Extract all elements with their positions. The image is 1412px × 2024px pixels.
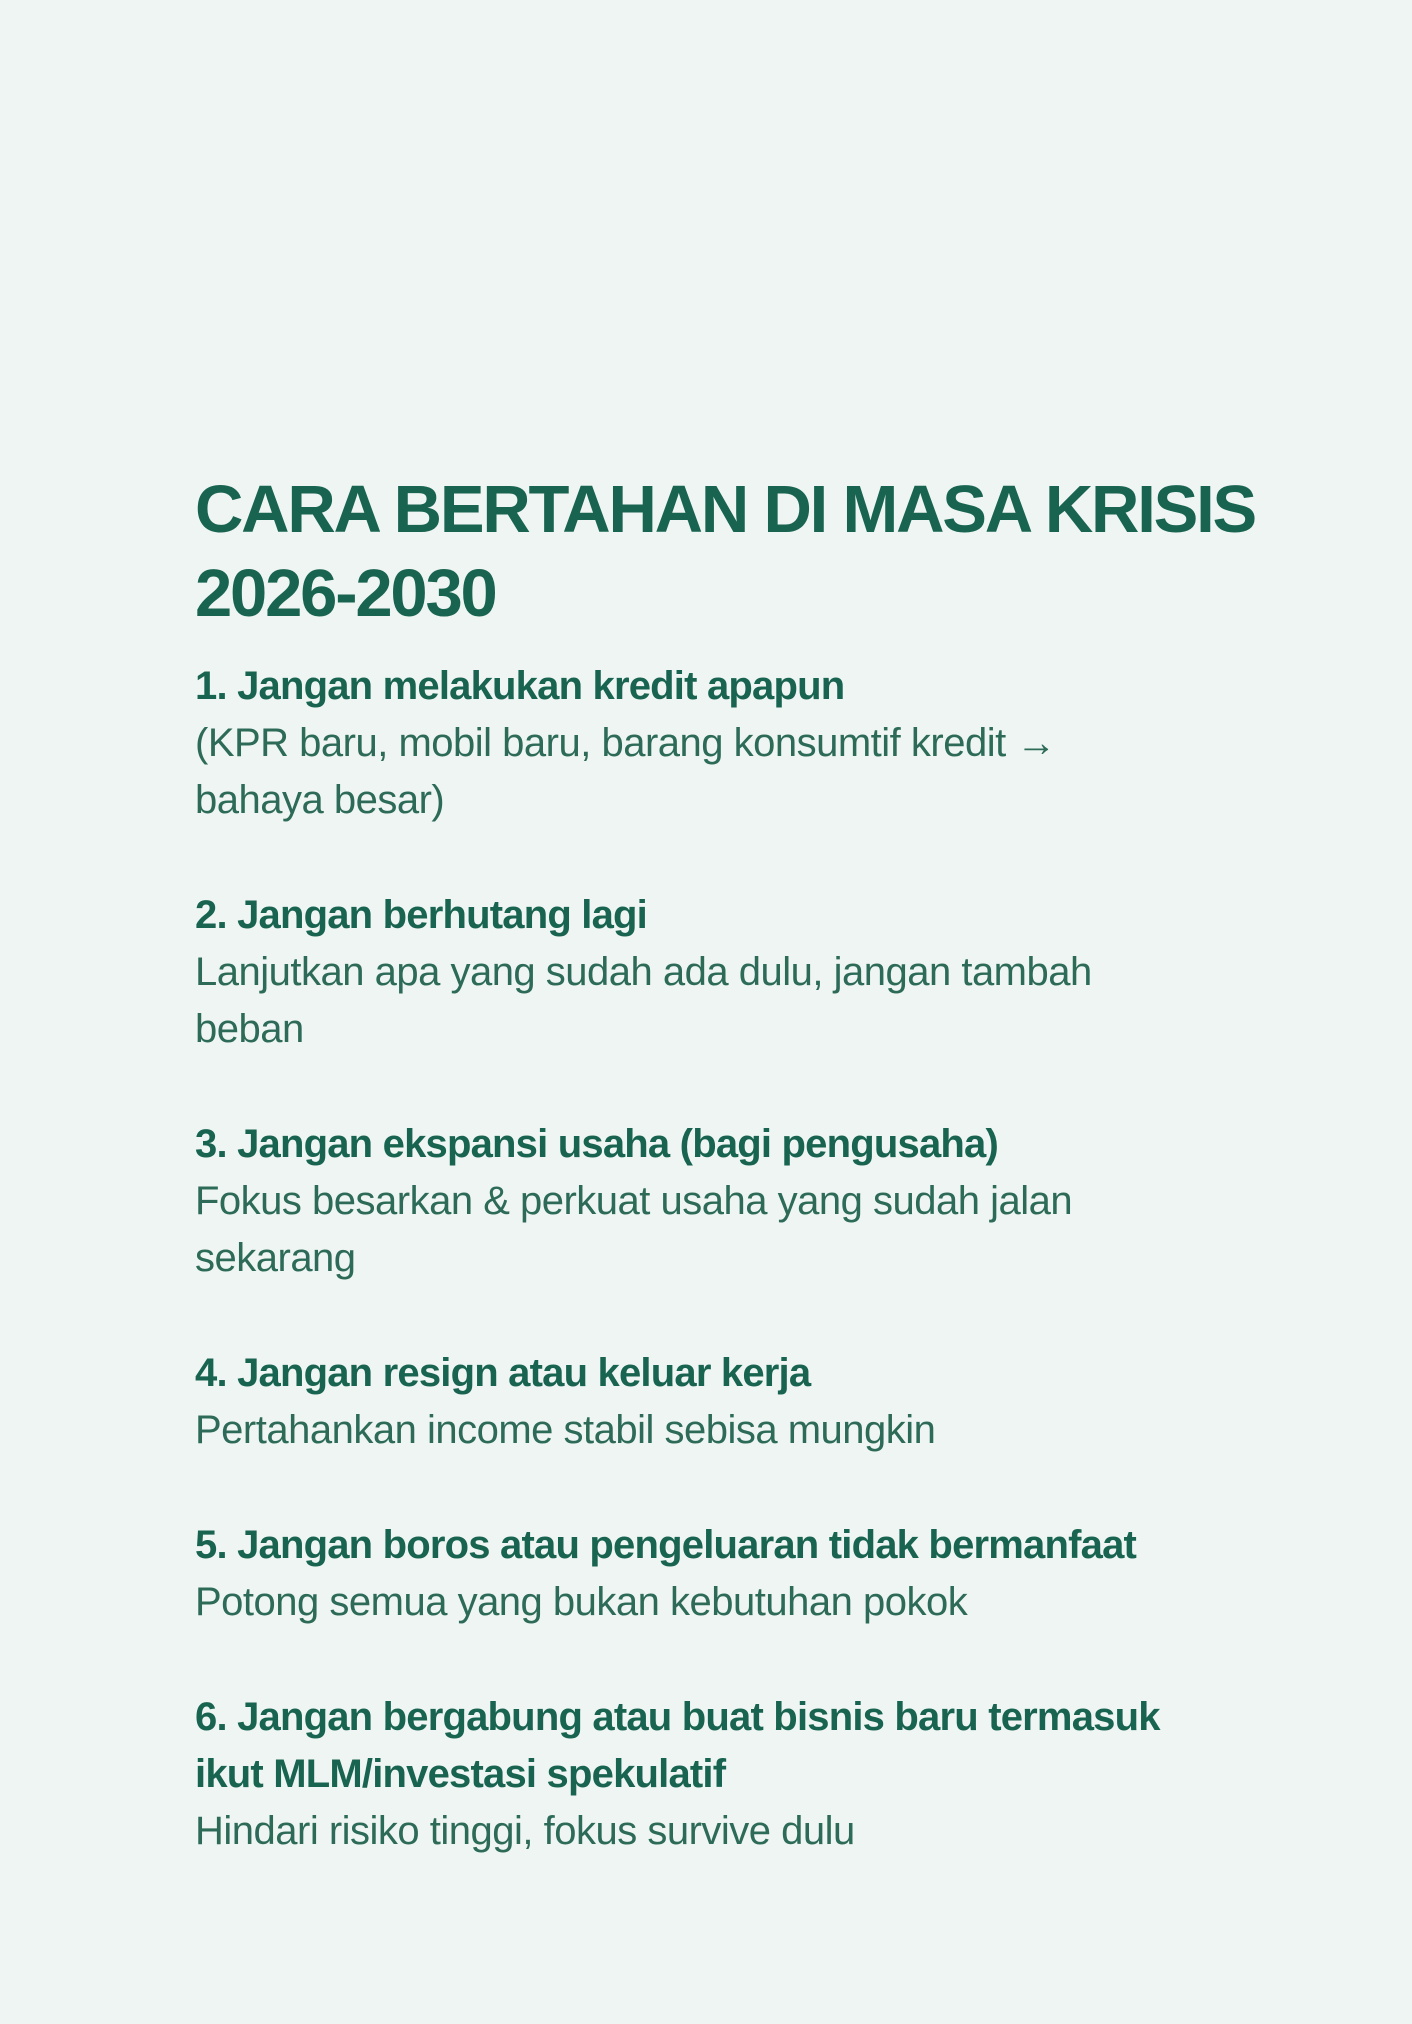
tip-item-1 [195,658,1325,829]
tip-detail-2 [195,944,1325,1058]
page-title [195,468,1325,636]
tip-detail-6: Hindari risiko tinggi, fokus survive dulu [195,1809,855,1853]
tip-heading-3: 3. Jangan ekspansi usaha (bagi pengusaha) [195,1122,999,1166]
title-line-1: CARA BERTAHAN DI MASA KRISIS [195,472,1256,547]
title-line-2: 2026-2030 [195,556,496,631]
tip-item-5 [195,1517,1325,1631]
tip-item-6 [195,1689,1325,1860]
tip-heading-4: 4. Jangan resign atau keluar kerja [195,1351,811,1395]
tip-detail-4: Pertahankan income stabil sebisa mungkin [195,1408,936,1452]
tip-detail-2-line-2: beban [195,1007,304,1051]
tip-heading-6 [195,1689,1325,1803]
tip-heading-5: 5. Jangan boros atau pengeluaran tidak bermanfaat [195,1523,1137,1567]
tip-detail-5: Potong semua yang bukan kebutuhan pokok [195,1580,968,1624]
tip-heading-6-line-2: ikut MLM/investasi spekulatif [195,1752,726,1796]
tip-detail-2-line-1: Lanjutkan apa yang sudah ada dulu, jangan tambah [195,950,1092,994]
tip-detail-3-line-1: Fokus besarkan & perkuat usaha yang sudah jalan [195,1179,1073,1223]
tip-detail-1-line-1: (KPR baru, mobil baru, barang konsumtif kredit → [195,721,1056,765]
tip-detail-1 [195,715,1325,829]
tip-detail-3 [195,1173,1325,1287]
tip-heading-2: 2. Jangan berhutang lagi [195,893,647,937]
tip-heading-6-line-1: 6. Jangan bergabung atau buat bisnis baru termasuk [195,1695,1160,1739]
tip-item-2 [195,887,1325,1058]
tip-detail-1-line-2: bahaya besar) [195,778,445,822]
tip-item-4 [195,1345,1325,1459]
survival-guide-content [195,468,1325,1860]
tip-heading-1: 1. Jangan melakukan kredit apapun [195,664,845,708]
tip-detail-3-line-2: sekarang [195,1236,356,1280]
tip-item-3 [195,1116,1325,1287]
